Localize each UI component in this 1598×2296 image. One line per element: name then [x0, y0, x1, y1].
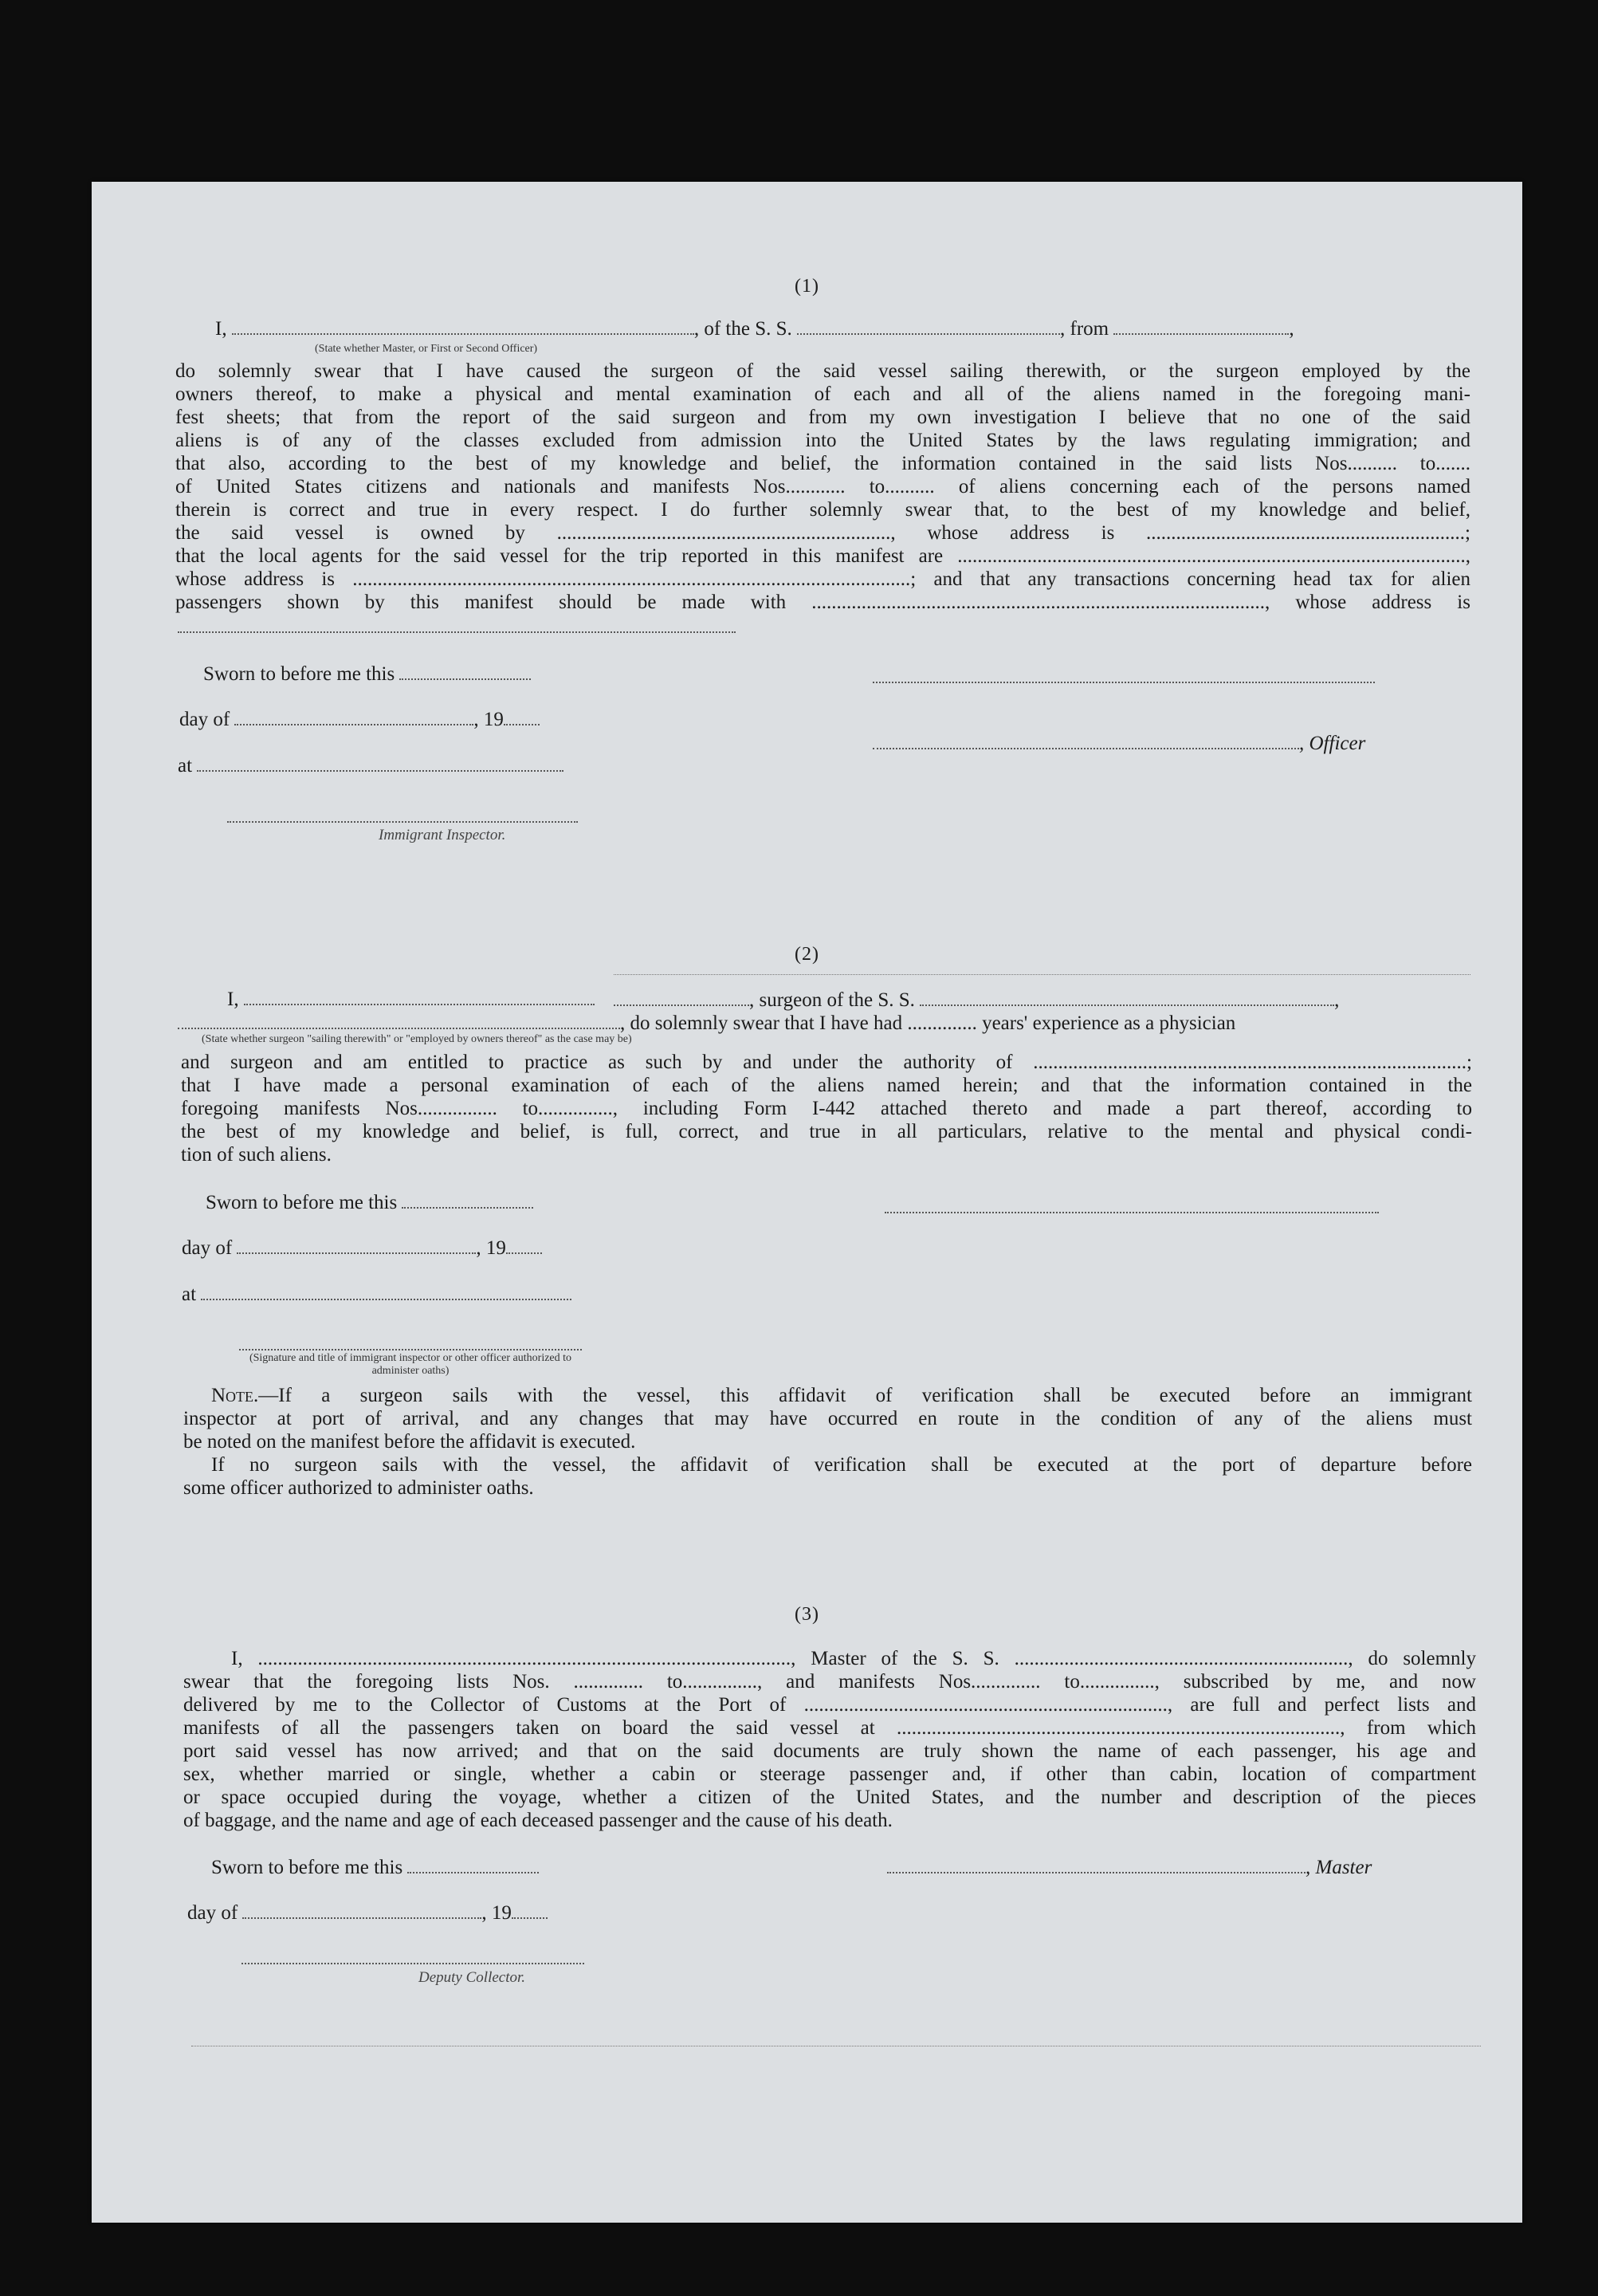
- body-line: delivered by me to the Collector of Customs at the Port of ........................................................................., are full and perfect lists and: [183, 1694, 1476, 1716]
- body-line: foregoing manifests Nos................ to..............., including Form I-442 attached thereto and made a part thereof, according to: [181, 1098, 1472, 1119]
- at-line-1: at: [178, 754, 563, 777]
- section-1-heading: (1): [795, 276, 819, 297]
- officer-title-line: [873, 732, 1365, 755]
- collector-signature-blank: [241, 1961, 584, 1964]
- day-line-1: day of , 19: [179, 708, 540, 731]
- ship-name-dashed-line: [614, 974, 1470, 975]
- note-line: some officer authorized to administer oaths.: [183, 1477, 534, 1499]
- surgeon-name-line: I,: [227, 988, 595, 1011]
- body-line: sex, whether married or single, whether a cabin or steerage passenger and, if other than cabin, location of compartment: [183, 1763, 1476, 1785]
- inspector-signature-blank: [227, 820, 578, 823]
- day-line-3: day of , 19: [187, 1901, 548, 1924]
- note-line: Note.—If a surgeon sails with the vessel, this affidavit of verification shall be executed before an immigrant: [211, 1385, 1472, 1406]
- body-line: manifests of all the passengers taken on board the said vessel at ........................................................................................., from which: [183, 1717, 1476, 1739]
- body-line: tion of such aliens.: [181, 1144, 332, 1166]
- body-line: port said vessel has now arrived; and that on the said documents are truly shown the name of each passenger, his age and: [183, 1740, 1476, 1762]
- officer-signature-blank: [873, 680, 1375, 683]
- body-line: of United States citizens and nationals and manifests Nos............ to.......... of aliens concerning each of the persons named: [175, 476, 1470, 497]
- section-3-heading: (3): [795, 1604, 819, 1625]
- body-line: and surgeon and am entitled to practice as such by and under the authority of .......................................................................................;: [181, 1052, 1472, 1073]
- section-1-officer-note: (State whether Master, or First or Second Officer): [315, 343, 538, 355]
- note-line: be noted on the manifest before the affidavit is executed.: [183, 1431, 636, 1453]
- surgeon-signature-blank: [885, 1210, 1379, 1213]
- body-line: swear that the foregoing lists Nos. .............. to..............., and manifests Nos.............. to..............., subscribed by me, and now: [183, 1671, 1476, 1693]
- body-line: aliens is of any of the classes excluded from admission into the United States by the laws regulating immigration; and: [175, 430, 1470, 451]
- officer-label: , Officer: [1299, 733, 1366, 754]
- sworn-line-3: Sworn to before me this: [211, 1856, 539, 1879]
- body-line: that the local agents for the said vessel for the trip reported in this manifest are ......................................................................................................,: [175, 545, 1470, 567]
- section-1-first-line: I, , of the S. S. , from ,: [215, 318, 1294, 340]
- body-line: whose address is ................................................................................................................; and that any transactions concerning head tax for alien: [175, 568, 1470, 590]
- section-2-surgeon-note: (State whether surgeon "sailing therewith" or "employed by owners thereof" as the case may be): [202, 1033, 632, 1045]
- inspector-2-signature-blank: [239, 1347, 582, 1350]
- of-ss-label: , of the S. S.: [693, 318, 792, 340]
- body-line: fest sheets; that from the report of the said surgeon and from my own investigation I believe that no one of the said: [175, 407, 1470, 428]
- from-label: , from: [1060, 318, 1109, 340]
- surgeon-of-ss-line: , surgeon of the S. S. ,: [614, 989, 1339, 1012]
- at-line-2: at: [182, 1283, 571, 1306]
- body-line: that also, according to the best of my knowledge and belief, the information contained in the said lists Nos.......... to.......: [175, 453, 1470, 474]
- master-signature-line: [887, 1856, 1372, 1879]
- body-line: owners thereof, to make a physical and mental examination of each and all of the aliens named in the foregoing mani-: [175, 383, 1470, 405]
- section-2-heading: (2): [795, 944, 819, 965]
- body-line: the said vessel is owned by ..................................................................., whose address is ................................................................;: [175, 522, 1470, 544]
- body-line: that I have made a personal examination of each of the aliens named herein; and that the information contained in the: [181, 1075, 1472, 1096]
- body-line: do solemnly swear that I have caused the surgeon of the said vessel sailing therewith, or the surgeon employed by the: [175, 360, 1470, 382]
- master-label: , Master: [1305, 1857, 1372, 1878]
- note-line: If no surgeon sails with the vessel, the affidavit of verification shall be executed at the port of departure before: [211, 1454, 1472, 1476]
- body-line: I, ..........................................................................................................., Master of the S. S. ..................................................................., do solemnly: [231, 1648, 1476, 1669]
- body-line: the best of my knowledge and belief, is full, correct, and true in all particulars, relative to the mental and physical condi-: [181, 1121, 1472, 1142]
- address-continuation-blank: [178, 630, 736, 633]
- sworn-line-1: Sworn to before me this: [203, 662, 531, 686]
- body-line: or space occupied during the voyage, whether a citizen of the United States, and the number and description of the pieces: [183, 1787, 1476, 1808]
- immigrant-inspector-label: Immigrant Inspector.: [379, 827, 506, 843]
- deputy-collector-label: Deputy Collector.: [418, 1969, 526, 1986]
- sworn-line-2: Sworn to before me this: [206, 1191, 533, 1214]
- affidavit-page: [92, 182, 1522, 2223]
- body-line: therein is correct and true in every respect. I do further solemnly swear that, to the best of my knowledge and belief,: [175, 499, 1470, 521]
- body-line: of baggage, and the name and age of each deceased passenger and the cause of his death.: [183, 1810, 893, 1831]
- from-port-blank: [1113, 319, 1289, 335]
- day-line-2: day of , 19: [182, 1236, 542, 1260]
- signature-title-note: (Signature and title of immigrant inspector or other officer authorized to administer oaths): [249, 1352, 572, 1377]
- swear-line: , do solemnly swear that I have had .............. years' experience as a physician: [178, 1012, 1470, 1035]
- note-label: Note.: [211, 1385, 259, 1406]
- officer-name-blank: [232, 319, 694, 335]
- i-label: I,: [215, 318, 227, 340]
- ship-name-blank: [797, 319, 1060, 335]
- note-line: inspector at port of arrival, and any changes that may have occurred en route in the condition of any of the aliens must: [183, 1408, 1472, 1429]
- body-line: passengers shown by this manifest should be made with ..........................................................................................., whose address is: [175, 592, 1470, 613]
